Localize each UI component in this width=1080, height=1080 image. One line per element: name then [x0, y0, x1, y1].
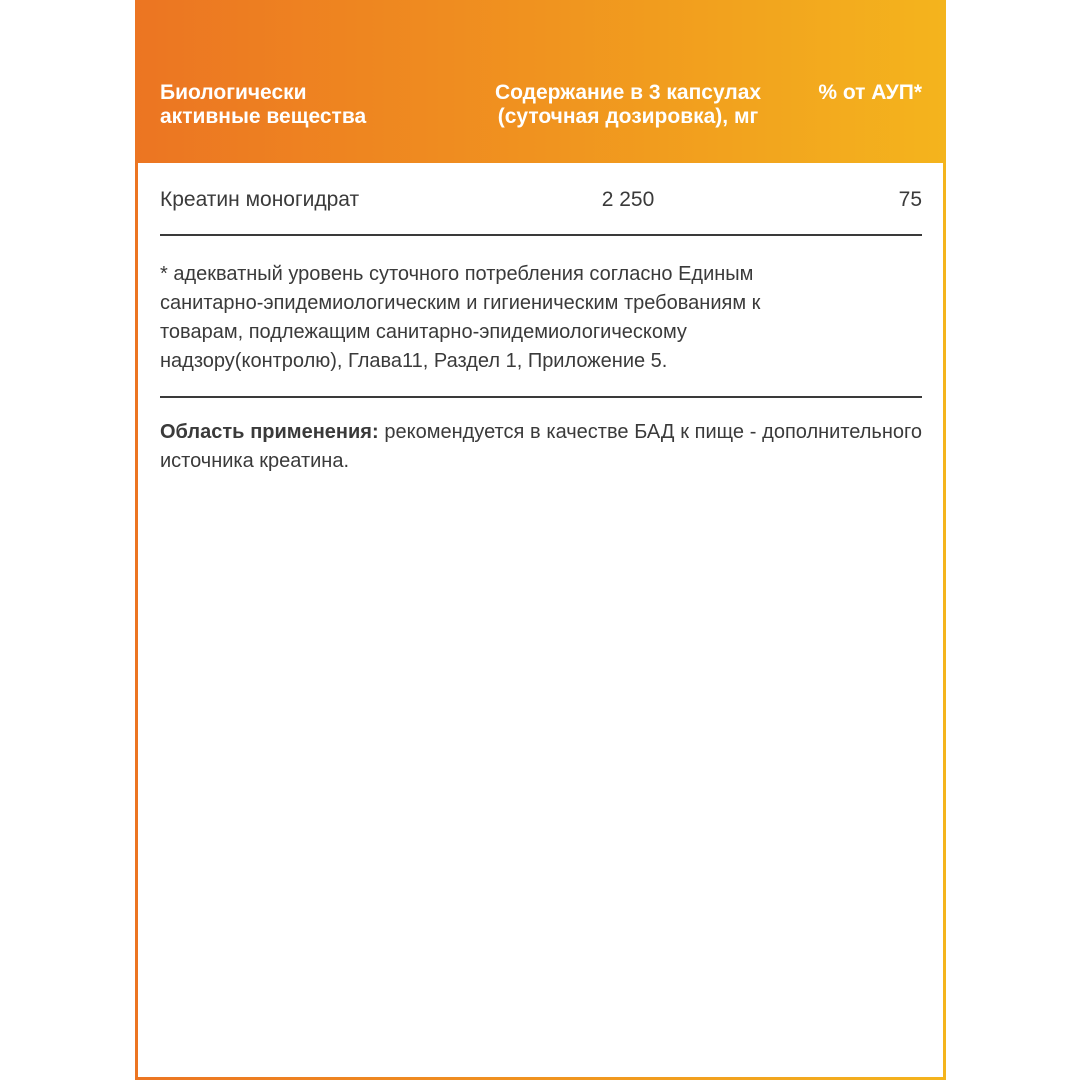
- divider: [160, 396, 922, 398]
- header-content-line-1: Содержание в 3 капсулах: [494, 81, 762, 104]
- header-content: [478, 81, 778, 129]
- content-area: [138, 163, 943, 1077]
- application-section: [160, 418, 922, 476]
- footnote-line-1: * адекватный уровень суточного потребления согласно Единым: [160, 263, 754, 285]
- table-row: [160, 185, 922, 215]
- footnote: [160, 260, 922, 376]
- header-percent: % от АУП*: [818, 81, 922, 104]
- row-percent: 75: [898, 188, 922, 211]
- footnote-line-4: надзору(контролю), Глава11, Раздел 1, Приложение 5.: [160, 350, 668, 372]
- application-label: Область применения:: [160, 421, 379, 443]
- product-info-card: [135, 0, 946, 1080]
- divider: [160, 234, 922, 236]
- header-substance: [160, 81, 460, 129]
- application-text: рекомендуется в качестве БАД к пище - дополнительного источника креатина.: [160, 421, 922, 472]
- card-inner: [138, 0, 943, 1077]
- footnote-line-3: товарам, подлежащим санитарно-эпидемиологическому: [160, 321, 687, 343]
- row-substance-name: Креатин моногидрат: [160, 188, 360, 211]
- header-substance-line-2: активные вещества: [160, 105, 367, 128]
- row-amount: 2 250: [601, 188, 655, 211]
- table-header: [138, 0, 943, 163]
- header-substance-line-1: Биологически: [160, 81, 307, 104]
- header-content-line-2: (суточная дозировка), мг: [497, 105, 759, 128]
- footnote-line-2: санитарно-эпидемиологическим и гигиеническим требованиям к: [160, 292, 761, 314]
